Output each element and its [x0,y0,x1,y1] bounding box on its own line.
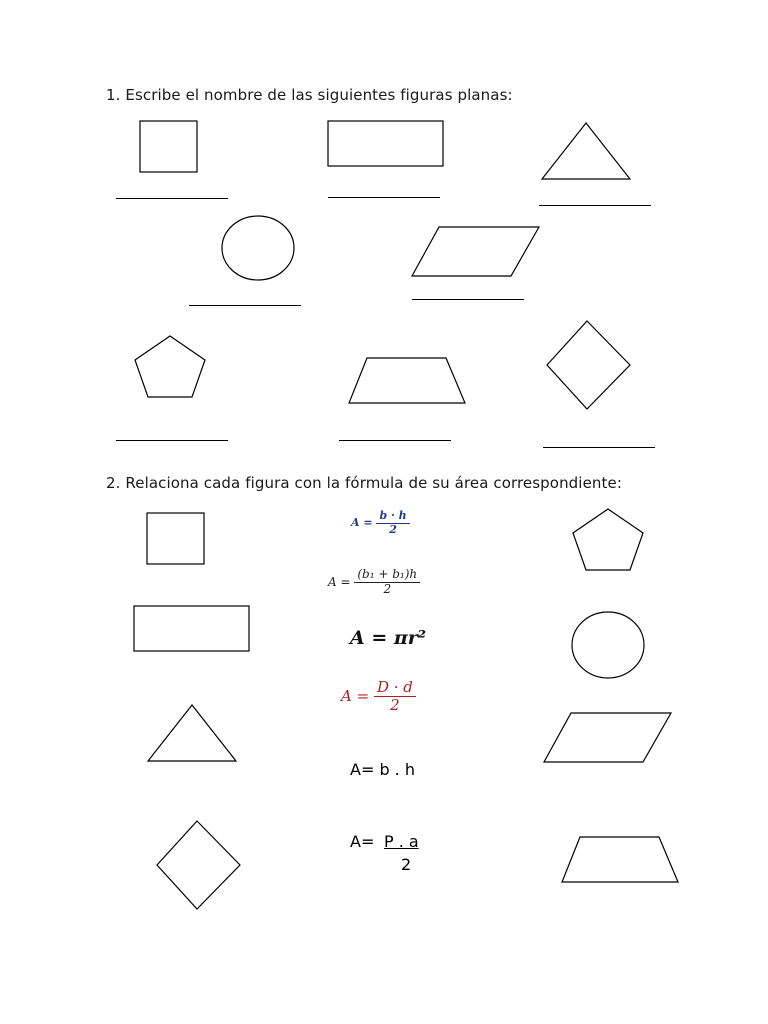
formula-rhombus-numerator: D · d [374,679,416,697]
question-1-number: 1. [106,86,121,104]
answer-blank-1[interactable] [116,198,228,199]
formula-pentagon-numerator: P . a [384,832,419,851]
answer-blank-4[interactable] [189,305,301,306]
formula-triangle-lhs: A = [351,516,373,530]
rhombus-shape-2 [155,820,243,912]
square-shape-1 [139,120,199,174]
square-shape-2 [146,512,206,566]
parallelogram-shape-1 [411,226,541,278]
answer-blank-7[interactable] [339,440,451,441]
formula-rhombus-lhs: A = [341,686,370,705]
question-2-label: Relaciona cada figura con la fórmula de su área correspondiente: [125,474,622,492]
answer-blank-5[interactable] [412,299,524,300]
trapezoid-shape-1 [348,357,468,405]
formula-trapezoid-denominator: 2 [383,581,392,596]
circle-shape-1 [221,214,297,282]
answer-blank-8[interactable] [543,447,655,448]
answer-blank-6[interactable] [116,440,228,441]
formula-triangle-numerator: b · h [376,510,409,524]
pentagon-shape-1 [133,335,207,399]
formula-triangle-denominator: 2 [389,522,397,536]
question-1-text [106,86,513,104]
rhombus-shape-1 [545,320,633,412]
trapezoid-shape-2 [561,836,681,884]
rectangle-shape-1 [327,120,445,168]
formula-trapezoid-numerator: (b₁ + b₁)h [354,568,420,583]
formula-trapezoid-lhs: A = [328,574,351,589]
circle-shape-2 [571,610,647,680]
triangle-shape-1 [541,122,633,182]
formula-pentagon-lhs: A= [350,832,375,851]
formula-trapezoid-area [328,568,420,597]
formula-pentagon-denominator: 2 [401,855,412,874]
formula-rhombus-denominator: 2 [390,696,400,715]
question-1-label: Escribe el nombre de las siguientes figuras planas: [125,86,513,104]
parallelogram-shape-2 [543,712,673,764]
rectangle-shape-2 [133,605,251,653]
formula-rhombus-area [341,679,416,715]
formula-circle-area: A = πr² [350,627,427,649]
formula-triangle-area [351,510,410,536]
answer-blank-3[interactable] [539,205,651,206]
pentagon-shape-2 [571,508,645,572]
question-2-number: 2. [106,474,121,492]
formula-parallelogram-area: A= b . h [350,760,415,779]
triangle-shape-2 [147,704,239,764]
question-2-text [106,474,622,492]
answer-blank-2[interactable] [328,197,440,198]
